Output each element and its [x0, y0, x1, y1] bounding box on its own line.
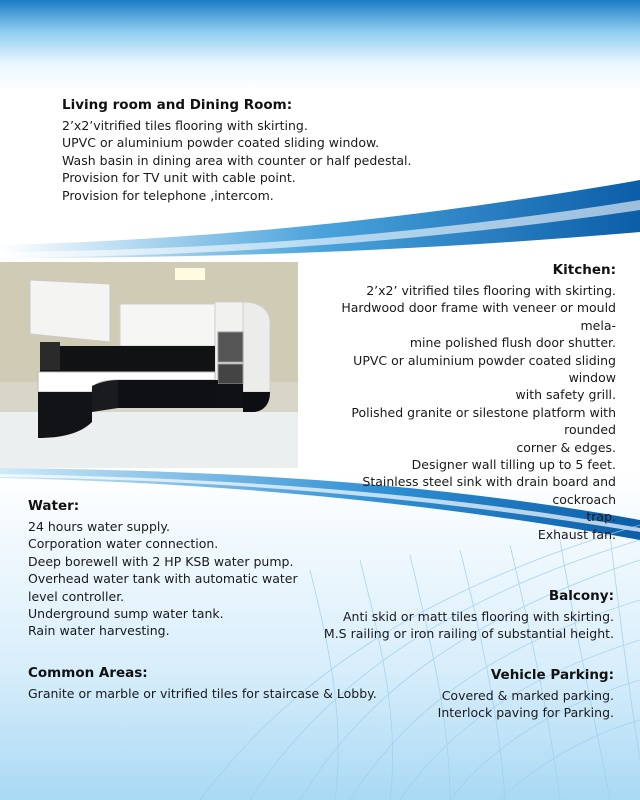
vehicle-parking-list: [400, 687, 614, 722]
list-item: 2’x2’vitrified tiles flooring with skirting.: [62, 118, 308, 133]
living-dining-list: [62, 117, 462, 204]
list-item: Stainless steel sink with drain board and cockroach: [362, 474, 616, 507]
list-item: Underground sump water tank.: [28, 606, 224, 622]
vehicle-parking-heading: Vehicle Parking:: [490, 667, 614, 683]
list-item: 24 hours water supply.: [28, 519, 170, 534]
water-section: [28, 498, 328, 640]
list-item: level controller.: [28, 588, 125, 604]
balcony-section: [320, 588, 614, 643]
common-areas-heading: Common Areas:: [28, 665, 148, 681]
list-item: corner & edges.: [516, 439, 616, 455]
kitchen-section: [302, 262, 616, 543]
list-item: Interlock paving for Parking.: [437, 705, 614, 721]
vehicle-parking-section: [400, 667, 614, 722]
balcony-list: [320, 608, 614, 643]
list-item: Designer wall tilling up to 5 feet.: [411, 457, 616, 473]
list-item: Hardwood door frame with veneer or mould mela-: [341, 300, 616, 333]
list-item: Deep borewell with 2 HP KSB water pump.: [28, 553, 294, 569]
list-item: Granite or marble or vitrified tiles for staircase & Lobby.: [28, 686, 377, 701]
list-item: Wash basin in dining area with counter or half pedestal.: [62, 152, 412, 168]
list-item: Exhaust fan.: [537, 526, 616, 542]
list-item: Provision for TV unit with cable point.: [62, 170, 296, 186]
kitchen-photo-illustration: [0, 262, 298, 468]
living-dining-section: [62, 97, 462, 204]
list-item: Corporation water connection.: [28, 536, 219, 552]
list-item: Provision for telephone ,intercom.: [62, 187, 274, 203]
list-item: Covered & marked parking.: [441, 688, 614, 703]
list-item: M.S railing or iron railing of substantial height.: [323, 626, 614, 642]
list-item: Anti skid or matt tiles flooring with skirting.: [342, 609, 614, 624]
list-item: Rain water harvesting.: [28, 623, 170, 639]
list-item: trap.: [586, 509, 616, 525]
list-item: Overhead water tank with automatic water: [28, 571, 298, 587]
living-dining-heading: Living room and Dining Room:: [62, 97, 293, 113]
list-item: Polished granite or silestone platform with rounded: [351, 404, 616, 438]
kitchen-heading: Kitchen:: [552, 262, 616, 278]
common-areas-section: [28, 665, 408, 702]
list-item: with safety grill.: [515, 387, 616, 403]
list-item: 2’x2’ vitrified tiles flooring with skirting.: [366, 283, 616, 298]
balcony-heading: Balcony:: [548, 588, 614, 604]
common-areas-list: [28, 685, 408, 702]
water-heading: Water:: [28, 498, 80, 514]
list-item: UPVC or aluminium powder coated sliding window: [353, 352, 616, 386]
list-item: mine polished flush door shutter.: [409, 335, 616, 351]
kitchen-list: [302, 282, 616, 543]
list-item: UPVC or aluminium powder coated sliding window.: [62, 135, 380, 151]
water-list: [28, 518, 328, 640]
